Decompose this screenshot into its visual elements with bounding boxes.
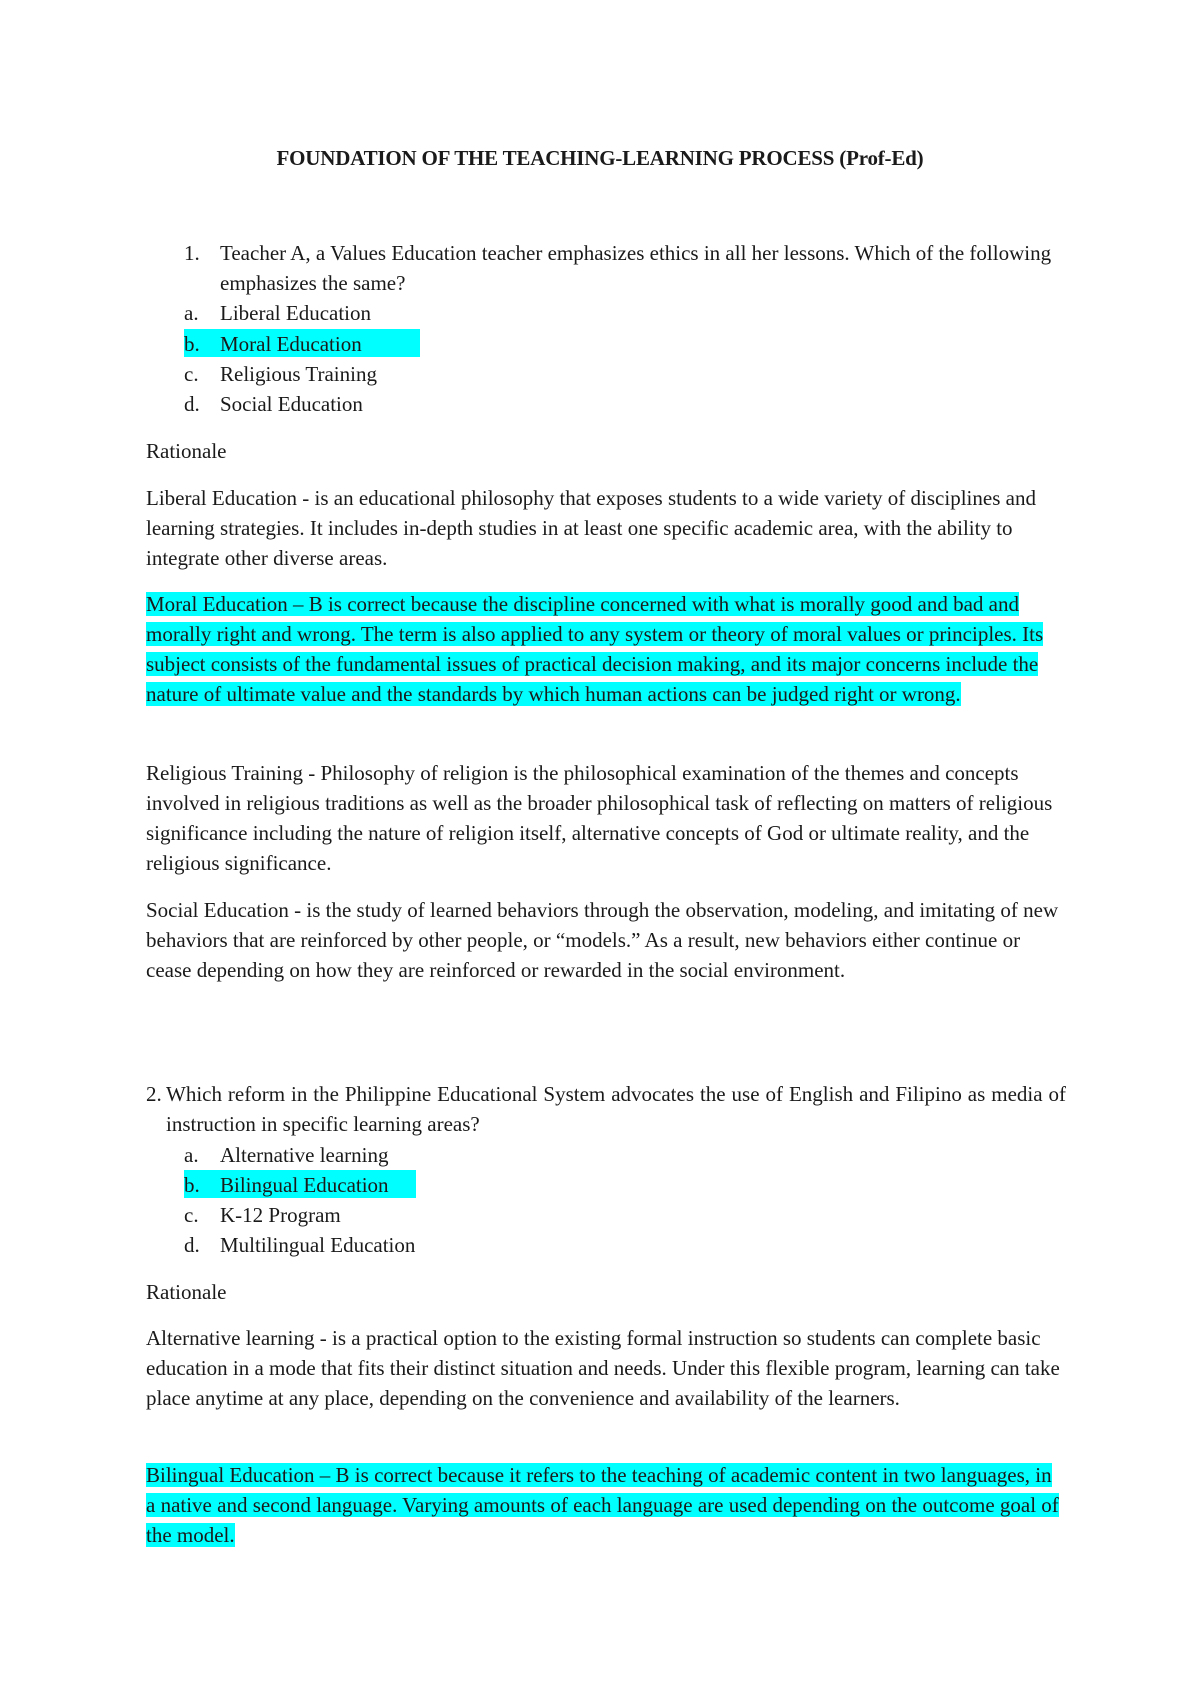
option-letter: a. [184, 301, 199, 325]
rationale-alternative-learning [146, 1323, 1066, 1413]
option-text: K-12 Program [220, 1203, 341, 1227]
option-text: Alternative learning [220, 1143, 389, 1167]
rationale-text: Social Education - is the study of learned behaviors through the observation, modeling, and imitating of new behaviors that are reinforced by other people, or “models.” As a result, new behaviors either continue or cease depending on how they are reinforced or rewarded in the social environment. [146, 898, 1059, 982]
question-2-number: 2. [146, 1082, 162, 1106]
question-1-rationale-label: Rationale [146, 439, 227, 463]
option-text: Social Education [220, 392, 363, 416]
option-letter: c. [184, 1203, 199, 1227]
rationale-text-highlighted: Bilingual Education – B is correct because it refers to the teaching of academic content in two languages, in a native and second language. Varying amounts of each language are used depending on the outcome goal of the model. [146, 1463, 1059, 1547]
rationale-text-highlighted: Moral Education – B is correct because the discipline concerned with what is morally good and bad and morally right and wrong. The term is also applied to any system or theory of moral values or principles. Its subject consists of the fundamental issues of practical decision making, and its major concerns include the nature of ultimate value and the standards by which human actions can be judged right or wrong. [146, 592, 1044, 706]
option-text: Multilingual Education [220, 1233, 416, 1257]
rationale-bilingual-education-correct [146, 1460, 1066, 1550]
question-2-text: Which reform in the Philippine Educational System advocates the use of English and Filipino as media of instruction in specific learning areas? [166, 1082, 1066, 1136]
rationale-moral-education-correct [146, 589, 1066, 709]
option-letter: b. [184, 332, 200, 356]
option-text: Moral Education [220, 332, 362, 356]
option-letter: a. [184, 1143, 199, 1167]
question-1-text: Teacher A, a Values Education teacher emphasizes ethics in all her lessons. Which of the following emphasizes the same? [220, 241, 1052, 295]
option-letter: d. [184, 392, 200, 416]
document-title: FOUNDATION OF THE TEACHING-LEARNING PROCESS (Prof-Ed) [276, 146, 924, 170]
question-1-number: 1. [184, 241, 200, 265]
option-text: Bilingual Education [220, 1173, 389, 1197]
rationale-religious-training [146, 758, 1066, 878]
question-1-option-b-correct [184, 329, 420, 357]
option-letter: b. [184, 1173, 200, 1197]
option-letter: c. [184, 362, 199, 386]
question-2-option-b-correct [184, 1170, 416, 1198]
option-letter: d. [184, 1233, 200, 1257]
rationale-text: Alternative learning - is a practical option to the existing formal instruction so students can complete basic education in a mode that fits their distinct situation and needs. Under this flexible program, learning can take place anytime at any place, depending on the convenience and availability of the learners. [146, 1326, 1060, 1410]
rationale-text: Liberal Education - is an educational philosophy that exposes students to a wide variety of disciplines and learning strategies. It includes in-depth studies in at least one specific academic area, with the ability to integrate other diverse areas. [146, 486, 1036, 570]
rationale-social-education [146, 895, 1066, 985]
option-text: Religious Training [220, 362, 377, 386]
option-text: Liberal Education [220, 301, 372, 325]
rationale-text: Religious Training - Philosophy of religion is the philosophical examination of the themes and concepts involved in religious traditions as well as the broader philosophical task of reflecting on matters of religious significance including the nature of religion itself, alternative concepts of God or ultimate reality, and the religious significance. [146, 761, 1053, 875]
rationale-liberal-education [146, 483, 1066, 573]
question-2-rationale-label: Rationale [146, 1280, 227, 1304]
